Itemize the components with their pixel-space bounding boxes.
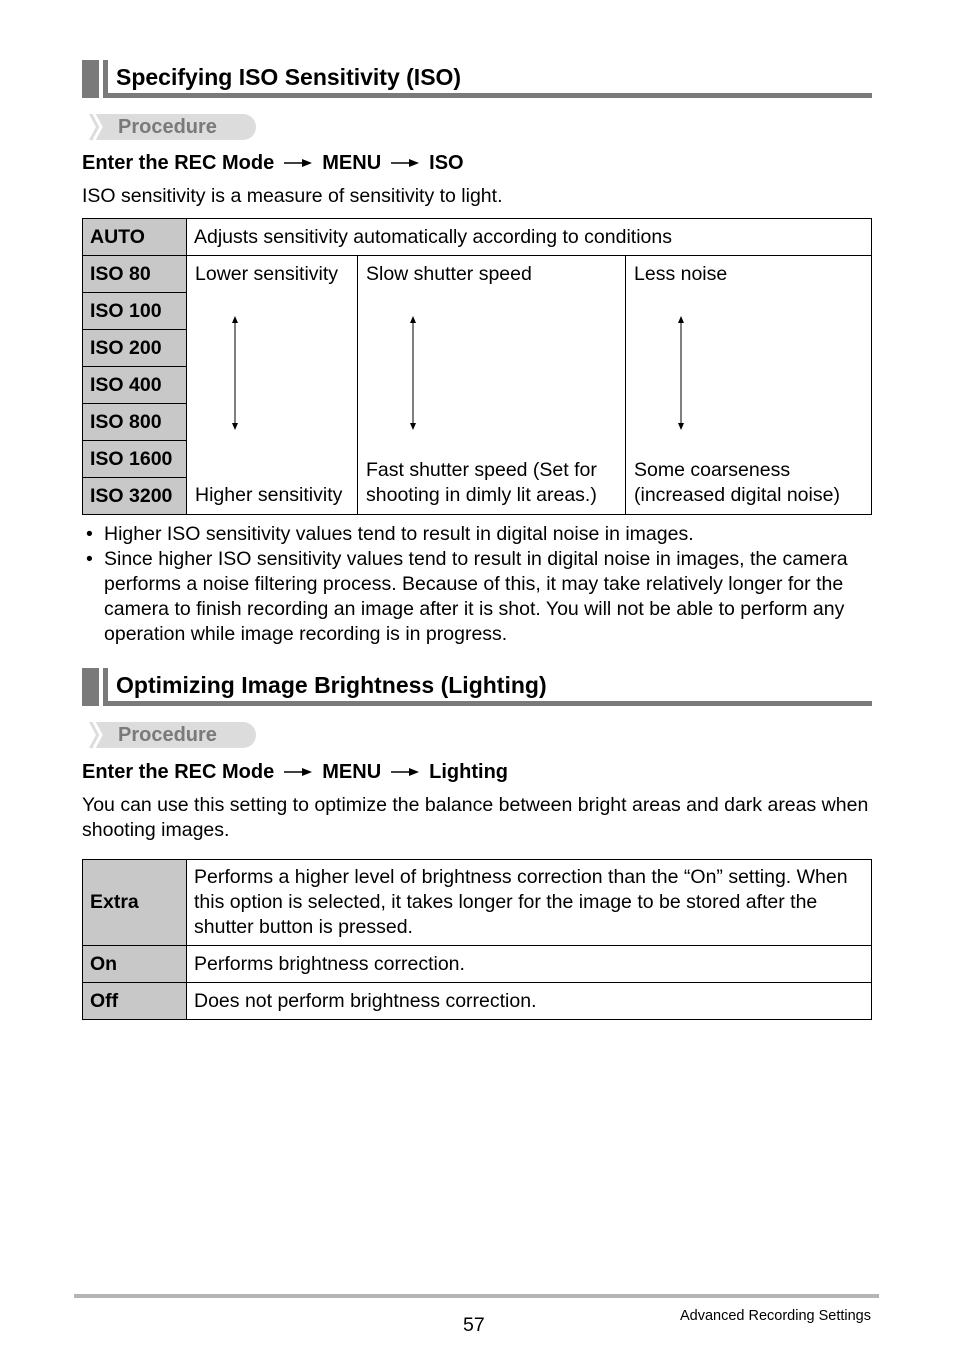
lighting-section-header: [82, 668, 872, 706]
header-underline: [103, 701, 872, 706]
iso-key: ISO 200: [83, 330, 187, 367]
arrow-right-icon: [391, 766, 419, 778]
path-step: MENU: [322, 761, 382, 783]
iso-key: ISO 100: [83, 293, 187, 330]
header-bar-block: [82, 60, 99, 98]
sensitivity-column: [187, 256, 358, 515]
iso-notes: [82, 522, 872, 647]
table-row: [83, 860, 872, 946]
iso-procedure-tag: [82, 114, 256, 140]
table-row: [83, 219, 872, 256]
header-bar-block: [82, 668, 99, 706]
double-arrow-icon: [408, 316, 418, 430]
table-row: [83, 256, 872, 293]
path-step: Enter the REC Mode: [82, 761, 275, 783]
iso-table: [82, 218, 872, 515]
iso-desc: Adjusts sensitivity automatically according to conditions: [187, 219, 872, 256]
list-item: • Higher ISO sensitivity values tend to result in digital noise in images.: [82, 522, 872, 547]
list-item: • Since higher ISO sensitivity values tend to result in digital noise in images, the camera performs a noise filtering process. Because of this, it may take relatively longer for the camera to finish recording an image after it is shot. You will not be able to perform any operation while image recording is in progress.: [82, 547, 872, 647]
iso-key: ISO 400: [83, 367, 187, 404]
iso-intro: ISO sensitivity is a measure of sensitivity to light.: [82, 185, 503, 207]
lighting-procedure-tag: [82, 722, 256, 748]
iso-section-header: [82, 60, 872, 98]
page-number: 57: [463, 1314, 485, 1336]
lighting-desc: Does not perform brightness correction.: [187, 983, 872, 1020]
lighting-desc: Performs brightness correction.: [187, 946, 872, 983]
iso-section-title: Specifying ISO Sensitivity (ISO): [116, 64, 462, 90]
path-step: MENU: [322, 152, 382, 174]
column-bottom-label: Some coarseness (increased digital noise): [634, 459, 840, 506]
column-top-label: Lower sensitivity: [195, 263, 339, 285]
procedure-label: Procedure: [118, 116, 217, 138]
table-row: [83, 983, 872, 1020]
iso-menu-path: [82, 151, 464, 175]
shutter-speed-column: [358, 256, 626, 515]
path-step: Lighting: [429, 761, 508, 783]
lighting-key: Extra: [83, 860, 187, 946]
lighting-key: Off: [83, 983, 187, 1020]
path-step: ISO: [429, 152, 464, 174]
column-top-label: Less noise: [634, 263, 728, 285]
header-underline: [103, 93, 872, 98]
column-bottom-label: Fast shutter speed (Set for shooting in dimly lit areas.): [366, 459, 597, 506]
footer-divider: [74, 1294, 879, 1298]
arrow-right-icon: [284, 766, 312, 778]
double-arrow-icon: [676, 316, 686, 430]
lighting-intro: You can use this setting to optimize the balance between bright areas and dark areas when shooting images.: [82, 794, 869, 841]
procedure-label: Procedure: [118, 724, 217, 746]
column-bottom-label: Higher sensitivity: [195, 484, 343, 506]
iso-key: ISO 800: [83, 404, 187, 441]
table-row: [83, 946, 872, 983]
arrow-right-icon: [284, 157, 312, 169]
lighting-desc: Performs a higher level of brightness correction than the “On” setting. When this option is selected, it takes longer for the image to be stored after the shutter button is pressed.: [187, 860, 872, 946]
iso-key: AUTO: [83, 219, 187, 256]
noise-column: [626, 256, 872, 515]
lighting-section-title: Optimizing Image Brightness (Lighting): [116, 672, 547, 698]
iso-key: ISO 1600: [83, 441, 187, 478]
path-step: Enter the REC Mode: [82, 152, 275, 174]
double-arrow-icon: [230, 316, 240, 430]
lighting-table: [82, 859, 872, 1020]
iso-key: ISO 3200: [83, 478, 187, 515]
chapter-title: Advanced Recording Settings: [679, 1308, 871, 1324]
arrow-right-icon: [391, 157, 419, 169]
iso-key: ISO 80: [83, 256, 187, 293]
lighting-menu-path: [82, 760, 508, 784]
column-top-label: Slow shutter speed: [366, 263, 532, 285]
lighting-key: On: [83, 946, 187, 983]
